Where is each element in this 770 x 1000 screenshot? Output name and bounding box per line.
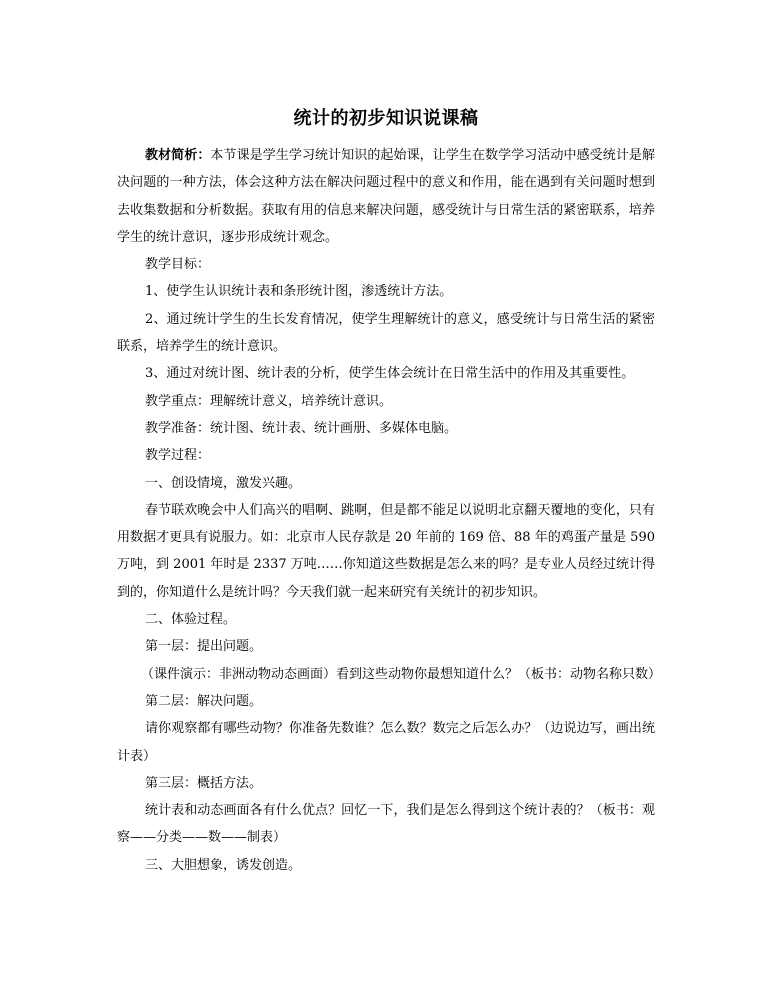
intro-label: 教材简析： [145,148,211,163]
paragraph-layer-1: 第一层：提出问题。 [145,639,263,655]
document-body [117,142,662,879]
paragraph-layer-1-body: （课件演示：非洲动物动态画面）看到这些动物你最想知道什么？（板书：动物名称只数） [141,666,662,682]
paragraph-key-point: 教学重点：理解统计意义，培养统计意识。 [145,393,393,409]
paragraph-objective-3: 3、通过对统计图、统计表的分析，使学生体会统计在日常生活中的作用及其重要性。 [145,366,635,382]
paragraph-layer-3: 第三层：概括方法。 [145,775,263,791]
paragraph-objective-1: 1、使学生认识统计表和条形统计图，渗透统计方法。 [145,284,453,300]
paragraph-objectives-heading: 教学目标： [145,257,211,273]
paragraph-layer-3-body: 统计表和动态画面各有什么优点？回忆一下，我们是怎么得到这个统计表的？（板书：观察——分类——数——制表） [117,803,655,846]
paragraph-objective-2: 2、通过统计学生的生长发育情况，使学生理解统计的意义，感受统计与日常生活的紧密联系，培养学生的统计意识。 [117,311,655,355]
document-title: 统计的初步知识说课稿 [293,108,479,129]
paragraph-section-1-body: 春节联欢晚会中人们高兴的唱啊、跳啊，但是都不能足以说明北京翻天覆地的变化，只有用数据才更具有说服力。如：北京市人民存款是 20 年前的 169 倍、88 年的鸡蛋产量是 590 万吨，到 2001 年时是 2337 万吨……你知道这些数据是怎么来的吗？是专业人员经过统计得到的，你知道什么是统计吗？今天我们就一起来研究有关统计的初步知识。 [117,502,655,600]
paragraph-layer-2-body: 请你观察都有哪些动物？你准备先数谁？怎么数？数完之后怎么办？（边说边写，画出统计表） [117,721,655,764]
paragraph-process-heading: 教学过程： [145,448,211,464]
intro-text: 本节课是学生学习统计知识的起始课，让学生在数学学习活动中感受统计是解决问题的一种方法，体会这种方法在解决问题过程中的意义和作用，能在遇到有关问题时想到去收集数据和分析数据。获取有用的信息来解决问题，感受统计与日常生活的紧密联系，培养学生的统计意识，逐步形成统计观念。 [117,148,655,245]
paragraph-section-3: 三、大胆想象，诱发创造。 [145,857,302,873]
paragraph-section-1: 一、创设情境，激发兴趣。 [145,475,302,491]
paragraph-preparation: 教学准备：统计图、统计表、统计画册、多媒体电脑。 [145,420,458,436]
intro-paragraph [117,142,655,251]
paragraph-layer-2: 第二层：解决问题。 [145,693,263,709]
paragraph-section-2: 二、体验过程。 [145,612,237,628]
